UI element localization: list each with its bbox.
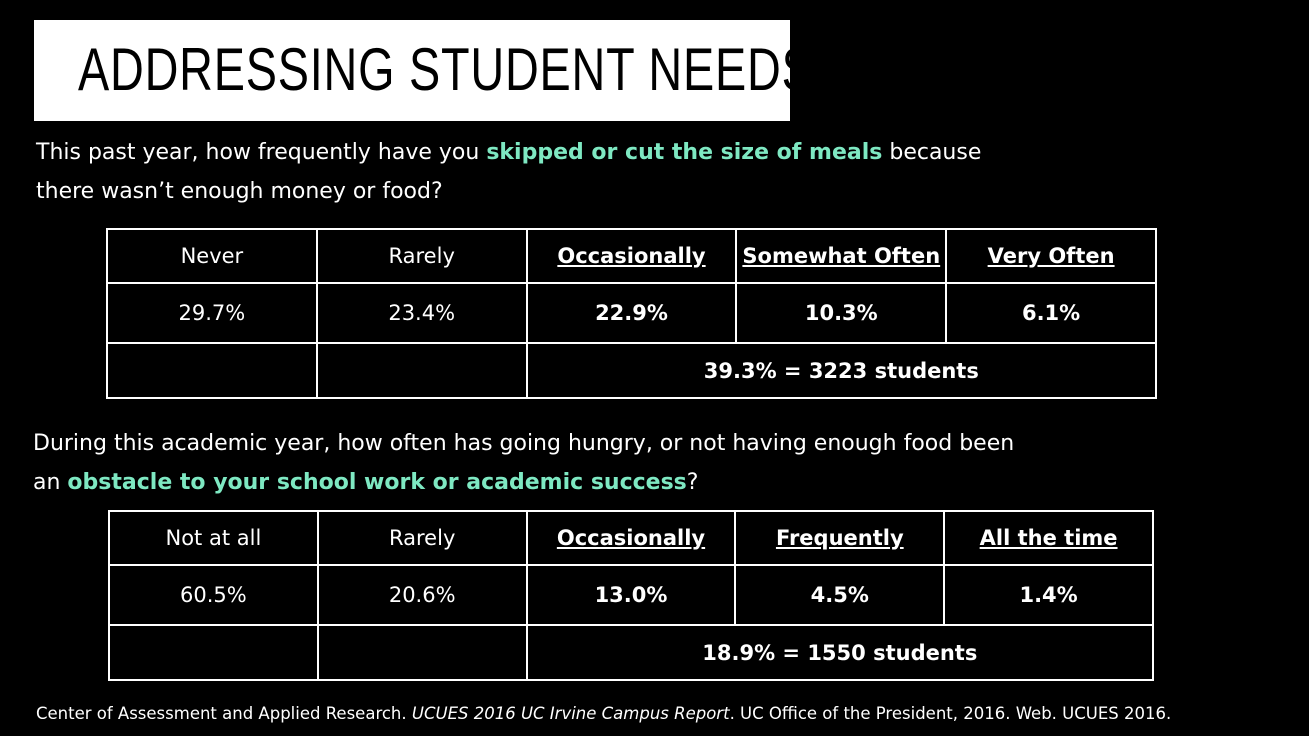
header-cell: Somewhat Often [736, 229, 946, 283]
empty-cell [109, 625, 318, 680]
empty-cell [318, 625, 527, 680]
summary-cell: 39.3% = 3223 students [527, 343, 1156, 398]
header-cell: Never [107, 229, 317, 283]
value-cell: 23.4% [317, 283, 527, 343]
empty-cell [317, 343, 527, 398]
citation-pre: Center of Assessment and Applied Research. [36, 704, 412, 723]
value-cell: 22.9% [527, 283, 737, 343]
title-box [34, 20, 814, 121]
table-value-row [109, 565, 1153, 625]
question-1-pre: This past year, how frequently have you [36, 140, 487, 165]
table-summary-row [109, 625, 1153, 680]
header-cell: Occasionally [527, 229, 737, 283]
question-2-highlight: obstacle to your school work or academic success [67, 470, 687, 495]
value-cell: 1.4% [944, 565, 1153, 625]
academic-obstacle-table [108, 510, 1154, 681]
table-value-row [107, 283, 1156, 343]
header-cell: Rarely [318, 511, 527, 565]
question-2-post: ? [686, 470, 699, 495]
header-cell: Frequently [735, 511, 944, 565]
table-summary-row [107, 343, 1156, 398]
table-header-row [109, 511, 1153, 565]
header-cell: Occasionally [527, 511, 736, 565]
citation [36, 704, 1171, 723]
value-cell: 6.1% [946, 283, 1156, 343]
header-cell: Very Often [946, 229, 1156, 283]
value-cell: 60.5% [109, 565, 318, 625]
summary-cell: 18.9% = 1550 students [527, 625, 1153, 680]
table-header-row [107, 229, 1156, 283]
citation-post: . UC Office of the President, 2016. Web. UCUES 2016. [729, 704, 1172, 723]
value-cell: 13.0% [527, 565, 736, 625]
header-cell: Rarely [317, 229, 527, 283]
value-cell: 10.3% [736, 283, 946, 343]
meals-skipped-table [106, 228, 1157, 399]
slide-title: ADDRESSING STUDENT NEEDS [78, 36, 814, 103]
value-cell: 4.5% [735, 565, 944, 625]
question-1-highlight: skipped or cut the size of meals [486, 140, 883, 165]
header-cell: Not at all [109, 511, 318, 565]
question-2-pre: During this academic year, how often has going hungry, or not having enough food been an [33, 431, 1015, 495]
question-2 [33, 424, 1043, 502]
question-1-post: because there wasn’t enough money or food? [36, 140, 982, 204]
value-cell: 20.6% [318, 565, 527, 625]
value-cell: 29.7% [107, 283, 317, 343]
header-cell: All the time [944, 511, 1153, 565]
empty-cell [107, 343, 317, 398]
citation-italic: UCUES 2016 UC Irvine Campus Report [411, 704, 730, 723]
question-1 [36, 133, 1046, 211]
